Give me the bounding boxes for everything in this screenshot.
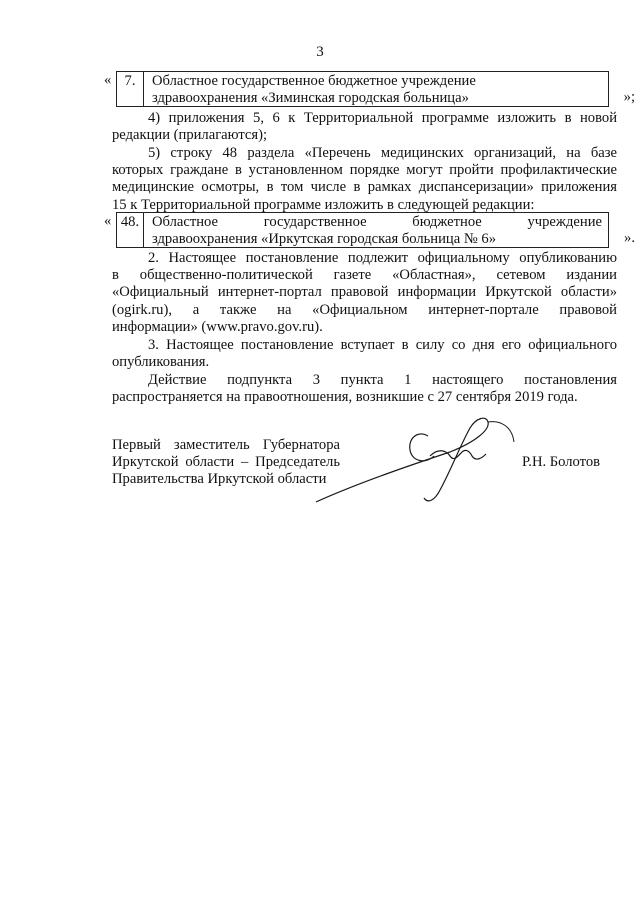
row-number: 48. [117, 213, 144, 247]
table-row-48 [104, 212, 635, 248]
table-row-frame [116, 71, 609, 107]
close-quote: »; [623, 89, 635, 105]
table-row-frame [116, 212, 609, 248]
paragraph-line: «Официальный интернет-портал правовой информации Иркутской области» [112, 284, 617, 301]
paragraph-line: распространяется на правоотношения, возникшие с 27 сентября 2019 года. [112, 389, 578, 406]
signatory-title-line: Первый заместитель Губернатора [112, 437, 340, 453]
paragraph-line: 5) строку 48 раздела «Перечень медицинских организаций, на базе [148, 145, 617, 161]
signatory-title-line: Иркутской области – Председатель [112, 454, 340, 471]
paragraph-line: редакции (прилагаются); [112, 127, 268, 144]
handwritten-signature [300, 412, 520, 512]
paragraph-line: 3. Настоящее постановление вступает в силу со дня его официального [148, 337, 617, 353]
paragraph-line: которых граждане в установленном порядке могут пройти профилактические [112, 162, 617, 179]
paragraph-line: в общественно-политической газете «Областная», сетевом издании [112, 267, 617, 284]
open-quote: « [104, 72, 112, 88]
item-5-paragraph [112, 145, 617, 214]
row-text-line: Областное государственное бюджетное учреждение [152, 214, 602, 230]
paragraph-line: 2. Настоящее постановление подлежит официальному опубликованию [148, 250, 617, 266]
effect-paragraph [112, 372, 617, 406]
row-number: 7. [117, 72, 144, 106]
paragraph-line: 15 к Территориальной программе изложить в следующей редакции: [112, 196, 535, 213]
signatory-name: Р.Н. Болотов [522, 454, 601, 470]
item-4-paragraph [112, 110, 617, 144]
page-number: 3 [316, 44, 324, 60]
row-text-line: Областное государственное бюджетное учреждение [152, 73, 476, 89]
table-row-7 [104, 71, 635, 107]
point-3-paragraph [112, 337, 617, 371]
paragraph-line: (ogirk.ru), а также на «Официальном интернет-портале правовой [112, 301, 617, 318]
signatory-title-line: Правительства Иркутской области [112, 471, 327, 488]
open-quote: « [104, 213, 112, 229]
paragraph-line: 4) приложения 5, 6 к Территориальной программе изложить в новой [148, 110, 617, 126]
paragraph-line: информации» (www.pravo.gov.ru). [112, 318, 323, 335]
point-2-paragraph [112, 250, 617, 336]
paragraph-line: медицинские осмотры, в том числе в рамках диспансеризации» приложения [112, 179, 617, 196]
row-text [144, 72, 608, 106]
row-text-line: здравоохранения «Зиминская городская больница» [152, 90, 469, 107]
close-quote: ». [624, 230, 635, 246]
row-text-line: здравоохранения «Иркутская городская больница № 6» [152, 231, 497, 248]
row-text [144, 213, 608, 247]
paragraph-line: опубликования. [112, 354, 210, 371]
paragraph-line: Действие подпункта 3 пункта 1 настоящего постановления [148, 372, 617, 388]
